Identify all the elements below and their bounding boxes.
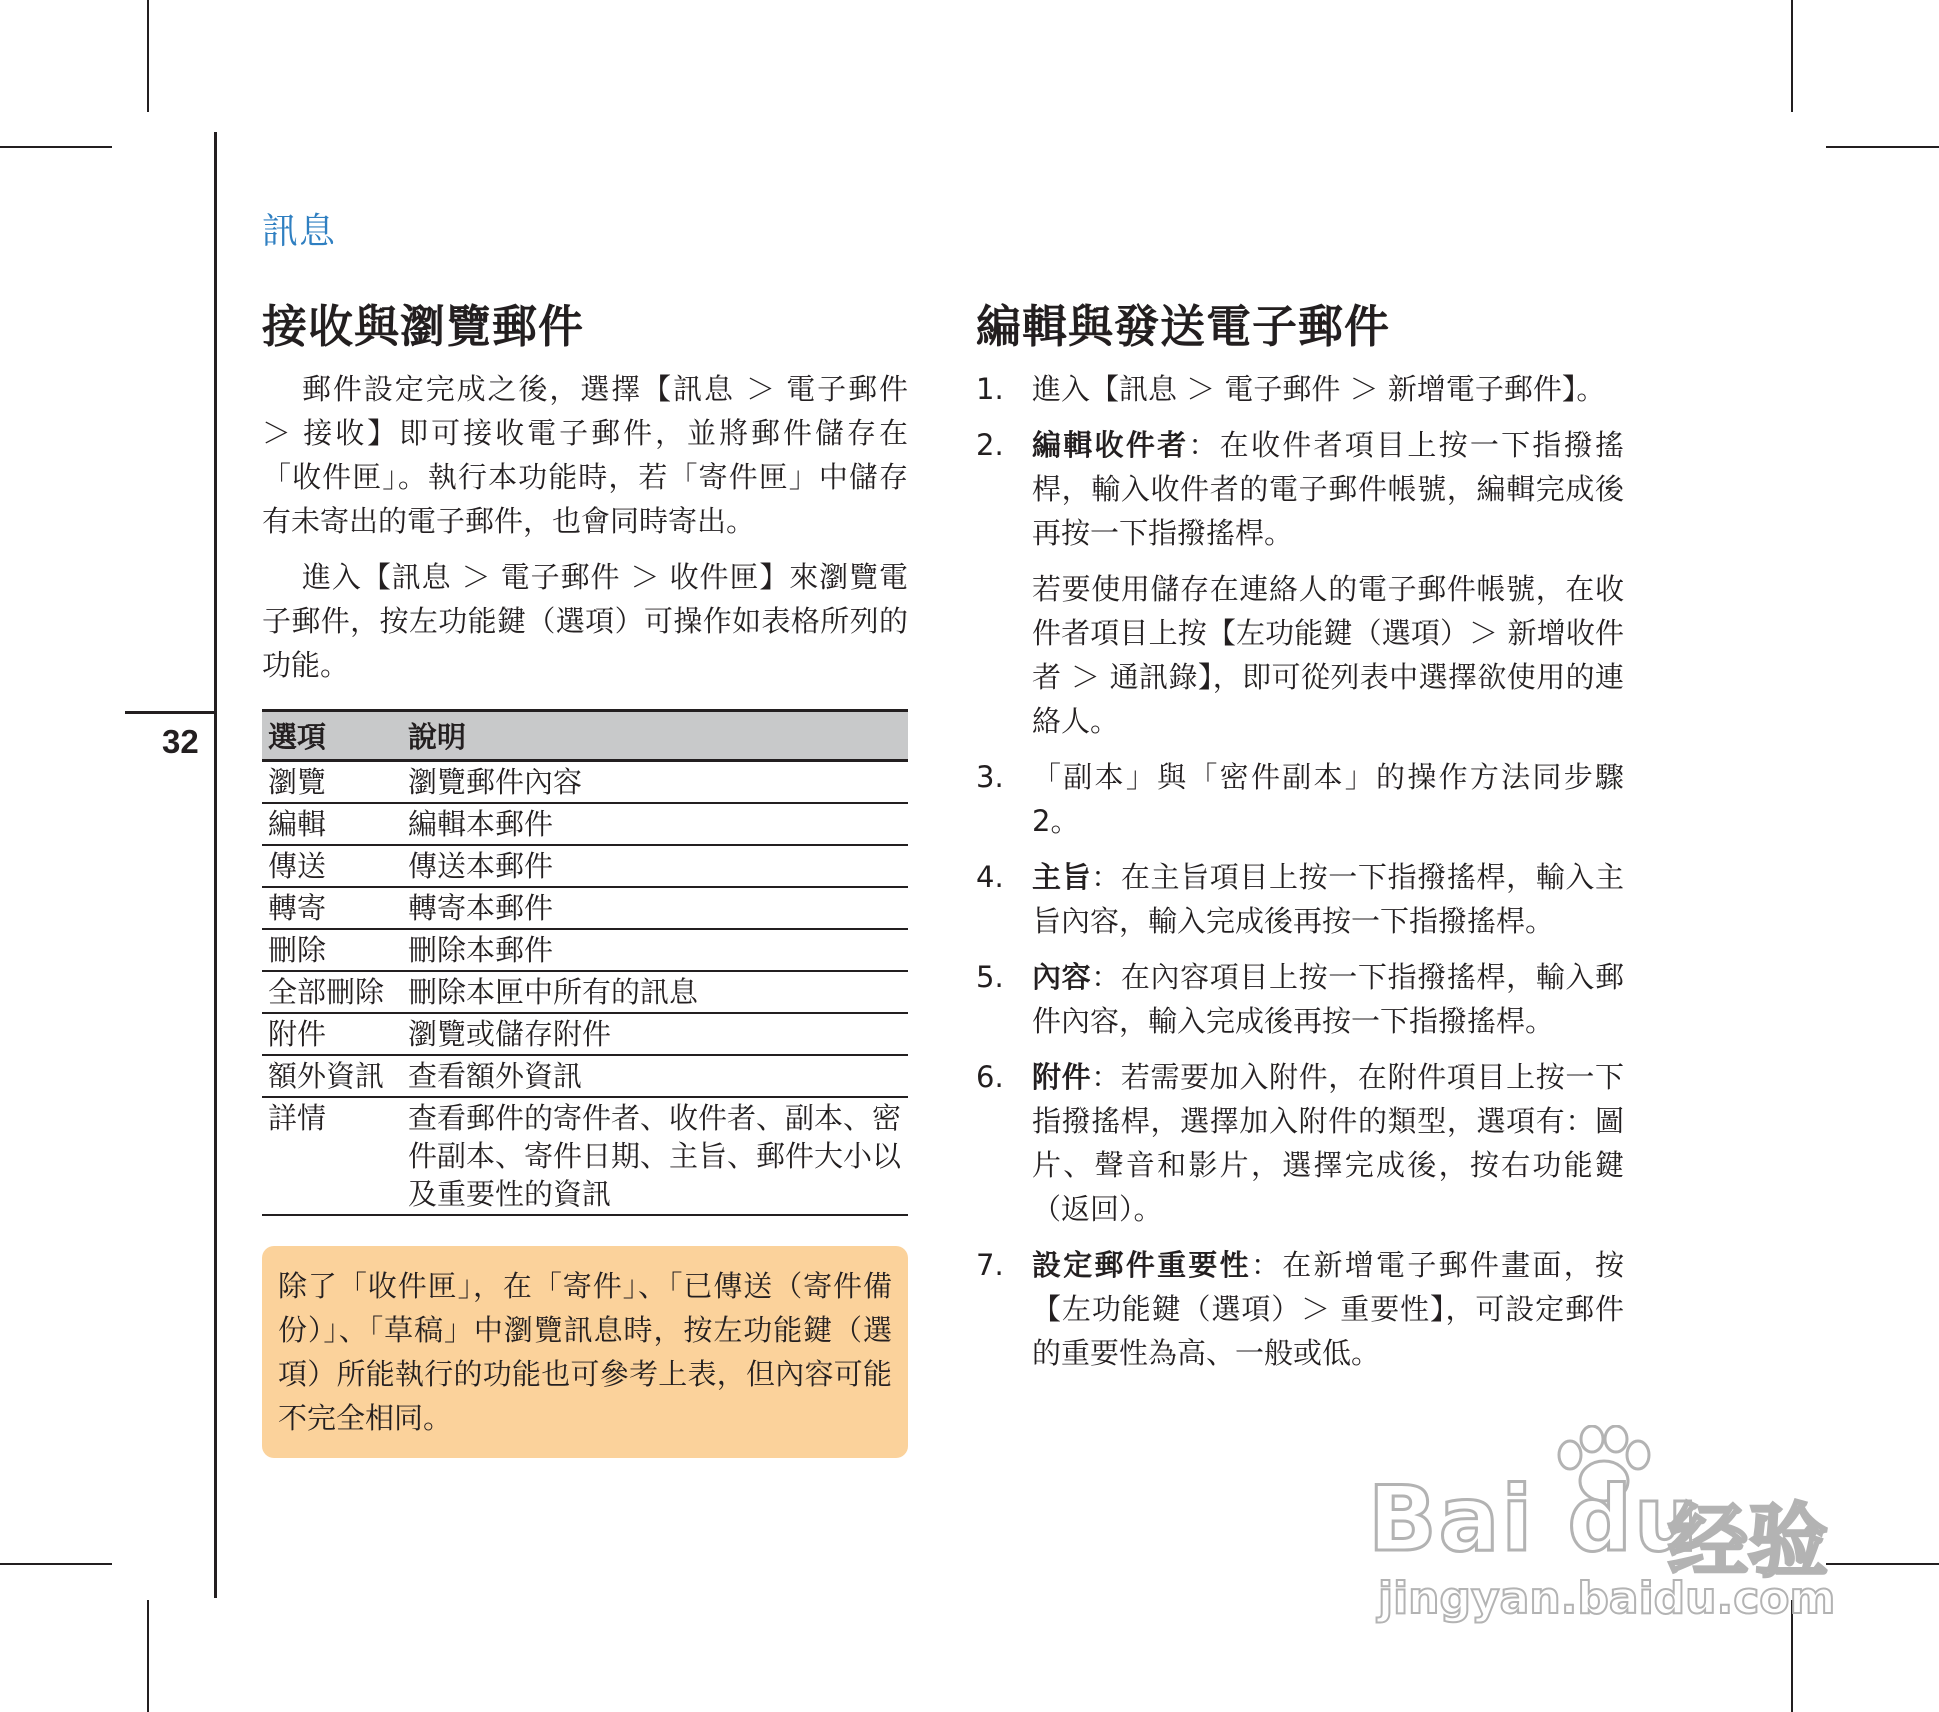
table-row bbox=[262, 1013, 908, 1055]
description-cell: 傳送本郵件 bbox=[402, 845, 908, 887]
description-cell: 刪除本匣中所有的訊息 bbox=[402, 971, 908, 1013]
page-number-tick bbox=[125, 711, 217, 714]
steps-list bbox=[976, 367, 1624, 1375]
crop-mark bbox=[1826, 146, 1939, 148]
option-cell: 傳送 bbox=[262, 845, 402, 887]
baidu-watermark bbox=[1368, 1425, 1848, 1625]
column-header-description: 說明 bbox=[402, 711, 908, 761]
step-item bbox=[976, 367, 1624, 411]
step-text: ：若需要加入附件，在附件項目上按一下指撥搖桿，選擇加入附件的類型，選項有：圖片、聲音和影片，選擇完成後，按右功能鍵（返回）。 bbox=[1032, 1060, 1624, 1226]
watermark-brand: Bai du bbox=[1368, 1467, 1701, 1572]
option-cell: 詳情 bbox=[262, 1097, 402, 1215]
paragraph: 進入【訊息 ＞ 電子郵件 ＞ 收件匣】來瀏覽電子郵件，按左功能鍵（選項）可操作如表格所列的功能。 bbox=[262, 560, 908, 682]
option-cell: 全部刪除 bbox=[262, 971, 402, 1013]
table-row bbox=[262, 887, 908, 929]
step-number: 4. bbox=[976, 860, 1004, 894]
description-cell: 轉寄本郵件 bbox=[402, 887, 908, 929]
options-table bbox=[262, 709, 908, 1216]
crop-mark bbox=[0, 1563, 112, 1565]
section-label: 訊息 bbox=[262, 211, 337, 252]
step-keyword: 內容 bbox=[1032, 960, 1092, 994]
step-keyword: 主旨 bbox=[1032, 860, 1092, 894]
crop-mark bbox=[1791, 0, 1793, 112]
step-number: 3. bbox=[976, 760, 1004, 794]
step-keyword: 編輯收件者 bbox=[1032, 428, 1189, 462]
step-text: ：在主旨項目上按一下指撥搖桿，輸入主旨內容，輸入完成後再按一下指撥搖桿。 bbox=[1032, 860, 1624, 938]
tip-box: 除了「收件匣」，在「寄件」、「已傳送（寄件備份）」、「草稿」中瀏覽訊息時，按左功能鍵（選項）所能執行的功能也可參考上表，但內容可能不完全相同。 bbox=[262, 1246, 908, 1458]
option-cell: 轉寄 bbox=[262, 887, 402, 929]
page-margin-rule bbox=[214, 132, 217, 1598]
step-text: ：在內容項目上按一下指撥搖桿，輸入郵件內容，輸入完成後再按一下指撥搖桿。 bbox=[1032, 960, 1624, 1038]
watermark-url: jingyan.baidu.com bbox=[1378, 1573, 1836, 1624]
step-keyword: 附件 bbox=[1032, 1060, 1092, 1094]
step-text: ：在收件者項目上按一下指撥搖桿，輸入收件者的電子郵件帳號，編輯完成後再按一下指撥搖桿。 bbox=[1032, 428, 1624, 550]
left-heading: 接收與瀏覽郵件 bbox=[262, 300, 585, 353]
page-number: 32 bbox=[162, 723, 199, 760]
crop-mark bbox=[147, 1600, 149, 1712]
crop-mark bbox=[0, 146, 112, 148]
description-cell: 編輯本郵件 bbox=[402, 803, 908, 845]
option-cell: 刪除 bbox=[262, 929, 402, 971]
table-row bbox=[262, 1055, 908, 1097]
step-number: 1. bbox=[976, 372, 1004, 406]
option-cell: 瀏覽 bbox=[262, 761, 402, 804]
step-number: 7. bbox=[976, 1248, 1004, 1282]
option-cell: 附件 bbox=[262, 1013, 402, 1055]
step-item bbox=[976, 755, 1624, 843]
step-number: 5. bbox=[976, 960, 1004, 994]
right-column bbox=[976, 290, 1624, 1387]
table-row bbox=[262, 929, 908, 971]
step-item bbox=[976, 1055, 1624, 1231]
table-row bbox=[262, 845, 908, 887]
step-keyword: 設定郵件重要性 bbox=[1032, 1248, 1251, 1282]
table-header-row bbox=[262, 711, 908, 761]
right-heading: 編輯與發送電子郵件 bbox=[976, 300, 1391, 353]
watermark-label: 经验 bbox=[1668, 1495, 1828, 1588]
paragraph: 郵件設定完成之後，選擇【訊息 ＞ 電子郵件 ＞ 接收】即可接收電子郵件，並將郵件儲存在「收件匣」。執行本功能時，若「寄件匣」中儲存有未寄出的電子郵件，也會同時寄出。 bbox=[262, 372, 908, 538]
step-item bbox=[976, 423, 1624, 555]
option-cell: 編輯 bbox=[262, 803, 402, 845]
crop-mark bbox=[147, 0, 149, 112]
step-item bbox=[976, 1243, 1624, 1375]
option-cell: 額外資訊 bbox=[262, 1055, 402, 1097]
step-item bbox=[976, 955, 1624, 1043]
description-cell: 查看額外資訊 bbox=[402, 1055, 908, 1097]
column-header-option: 選項 bbox=[262, 711, 402, 761]
description-cell: 刪除本郵件 bbox=[402, 929, 908, 971]
left-column bbox=[262, 290, 908, 1458]
step-number: 2. bbox=[976, 428, 1004, 462]
description-cell: 瀏覽或儲存附件 bbox=[402, 1013, 908, 1055]
step-note: 若要使用儲存在連絡人的電子郵件帳號，在收件者項目上按【左功能鍵（選項）＞ 新增收件者 ＞ 通訊錄】，即可從列表中選擇欲使用的連絡人。 bbox=[1032, 572, 1624, 738]
step-text: ：在新增電子郵件畫面，按【左功能鍵（選項）＞ 重要性】，可設定郵件的重要性為高、一般或低。 bbox=[1032, 1248, 1624, 1370]
description-cell: 查看郵件的寄件者、收件者、副本、密件副本、寄件日期、主旨、郵件大小以及重要性的資訊 bbox=[402, 1097, 908, 1215]
table-row bbox=[262, 803, 908, 845]
table-row bbox=[262, 971, 908, 1013]
step-item bbox=[976, 855, 1624, 943]
table-row bbox=[262, 1097, 908, 1215]
step-text: 「副本」與「密件副本」的操作方法同步驟2。 bbox=[1032, 760, 1624, 838]
step-number: 6. bbox=[976, 1060, 1004, 1094]
table-row bbox=[262, 761, 908, 804]
step-text: 進入【訊息 ＞ 電子郵件 ＞ 新增電子郵件】。 bbox=[1032, 372, 1606, 406]
description-cell: 瀏覽郵件內容 bbox=[402, 761, 908, 804]
